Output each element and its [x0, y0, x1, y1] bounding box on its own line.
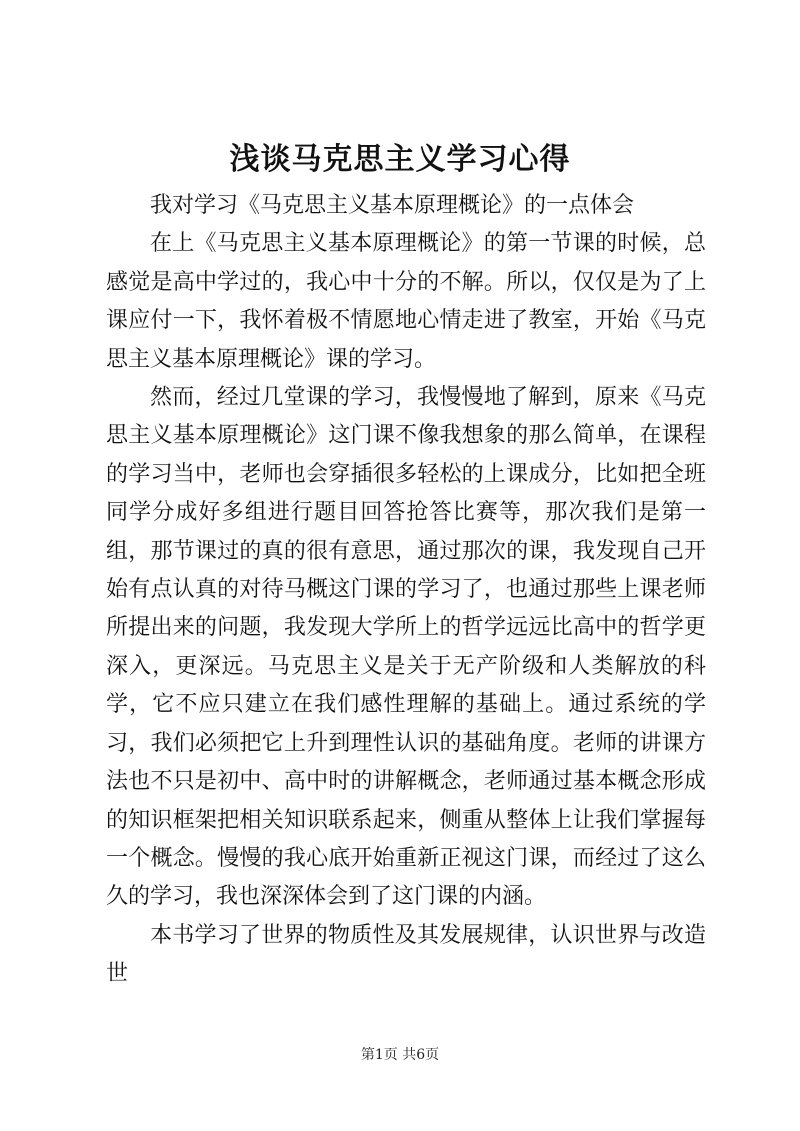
- document-body: [106, 187, 706, 994]
- document-subtitle: 我对学习《马克思主义基本原理概论》的一点体会: [150, 193, 635, 218]
- page-number-footer: 第1页 共6页: [360, 1047, 440, 1063]
- paragraph: 然而，经过几堂课的学习，我慢慢地了解到，原来《马克思主义基本原理概论》这门课不像我想象的那么简单，在课程的学习当中，老师也会穿插很多轻松的上课成分，比如把全班同学分成好多组进行题目回答抢答比赛等，那次我们是第一组，那节课过的真的很有意思，通过那次的课，我发现自己开始有点认真的对待马概这门课的学习了，也通过那些上课老师所提出来的问题，我发现大学所上的哲学远远比高中的哲学更深入，更深远。马克思主义是关于无产阶级和人类解放的科学，它不应只建立在我们感性理解的基础上。通过系统的学习，我们必须把它上升到理性认识的基础角度。老师的讲课方法也不只是初中、高中时的讲解概念，老师通过基本概念形成的知识框架把相关知识联系起来，侧重从整体上让我们掌握每一个概念。慢慢的我心底开始重新正视这门课，而经过了这么久的学习，我也深深体会到了这门课的内涵。: [106, 385, 706, 910]
- paragraph: 本书学习了世界的物质性及其发展规律，认识世界与改造世: [106, 922, 706, 987]
- paragraph: 在上《马克思主义基本原理概论》的第一节课的时候，总感觉是高中学过的，我心中十分的不解。所以，仅仅是为了上课应付一下，我怀着极不情愿地心情走进了教室，开始《马克思主义基本原理概论》课的学习。: [106, 231, 706, 372]
- document-title: 浅谈马克思主义学习心得: [229, 142, 571, 177]
